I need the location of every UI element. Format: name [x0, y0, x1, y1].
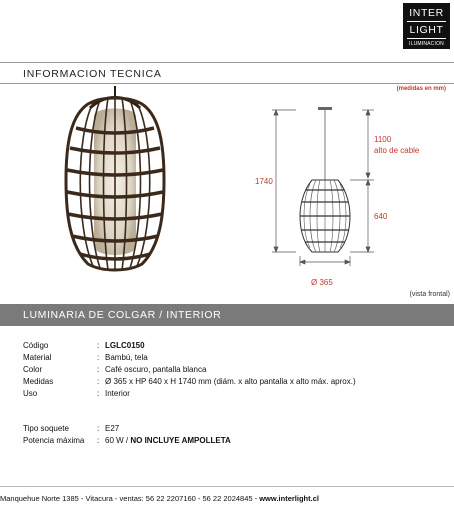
top-rule — [0, 62, 454, 63]
category-banner — [0, 304, 454, 326]
spec-value: Interior — [105, 389, 130, 398]
spec-row-code — [23, 341, 443, 351]
footer-address: Manquehue Norte 1385 - Vitacura - ventas: 56 22 2207160 - 56 22 2024845 - — [0, 494, 260, 503]
footer — [0, 494, 454, 504]
spec-row-use — [23, 389, 443, 399]
brand-divider — [407, 38, 446, 39]
spec-separator: : — [97, 341, 100, 350]
footer-website-link[interactable]: www.interlight.cl — [259, 494, 319, 503]
spec-value-plain: 60 W / — [105, 436, 131, 445]
dim-cable-label: alto de cable — [374, 146, 420, 155]
brand-line-3: ILUMINACION — [409, 41, 444, 47]
spec-separator: : — [97, 436, 100, 445]
spec-row-max-power — [23, 436, 443, 446]
spec-separator: : — [97, 365, 100, 374]
spec-label: Uso — [23, 389, 38, 398]
spec-label: Código — [23, 341, 49, 350]
spec-label: Tipo soquete — [23, 424, 69, 433]
units-note: (medidas en mm) — [396, 86, 446, 92]
spec-row-dimensions — [23, 377, 443, 387]
spec-label: Material — [23, 353, 52, 362]
brand-line-1: INTER — [409, 7, 444, 19]
brand-logo — [403, 3, 450, 49]
spec-value: E27 — [105, 424, 120, 433]
spec-value-warning: NO INCLUYE AMPOLLETA — [130, 436, 231, 445]
section-title: INFORMACION TECNICA — [23, 68, 162, 80]
technical-drawing — [250, 96, 450, 296]
spec-separator: : — [97, 424, 100, 433]
dim-diameter: Ø 365 — [311, 278, 333, 287]
spec-value — [105, 436, 231, 445]
spec-row-material — [23, 353, 443, 363]
spec-row-socket — [23, 424, 443, 434]
dim-cable-length: 1100 — [374, 135, 392, 144]
spec-separator: : — [97, 353, 100, 362]
dim-shade-height: 640 — [374, 212, 388, 221]
spec-value: Bambú, tela — [105, 353, 148, 362]
footer-rule — [0, 486, 454, 487]
spec-value: Café oscuro, pantalla blanca — [105, 365, 207, 374]
brand-divider — [407, 21, 446, 22]
spec-value: Ø 365 x HP 640 x H 1740 mm (diám. x alto pantalla x alto máx. aprox.) — [105, 377, 356, 386]
category-title: LUMINARIA DE COLGAR / INTERIOR — [23, 309, 222, 321]
product-photo — [60, 86, 170, 274]
spec-row-color — [23, 365, 443, 375]
view-note: (vista frontal) — [409, 291, 450, 298]
spec-label: Color — [23, 365, 43, 374]
spec-label: Medidas — [23, 377, 54, 386]
header-rule — [0, 83, 454, 84]
spec-separator: : — [97, 389, 100, 398]
spec-separator: : — [97, 377, 100, 386]
spec-label: Potencia máxima — [23, 436, 85, 445]
spec-value: LGLC0150 — [105, 341, 145, 350]
dim-total-height: 1740 — [255, 177, 273, 186]
brand-line-2: LIGHT — [409, 24, 444, 36]
